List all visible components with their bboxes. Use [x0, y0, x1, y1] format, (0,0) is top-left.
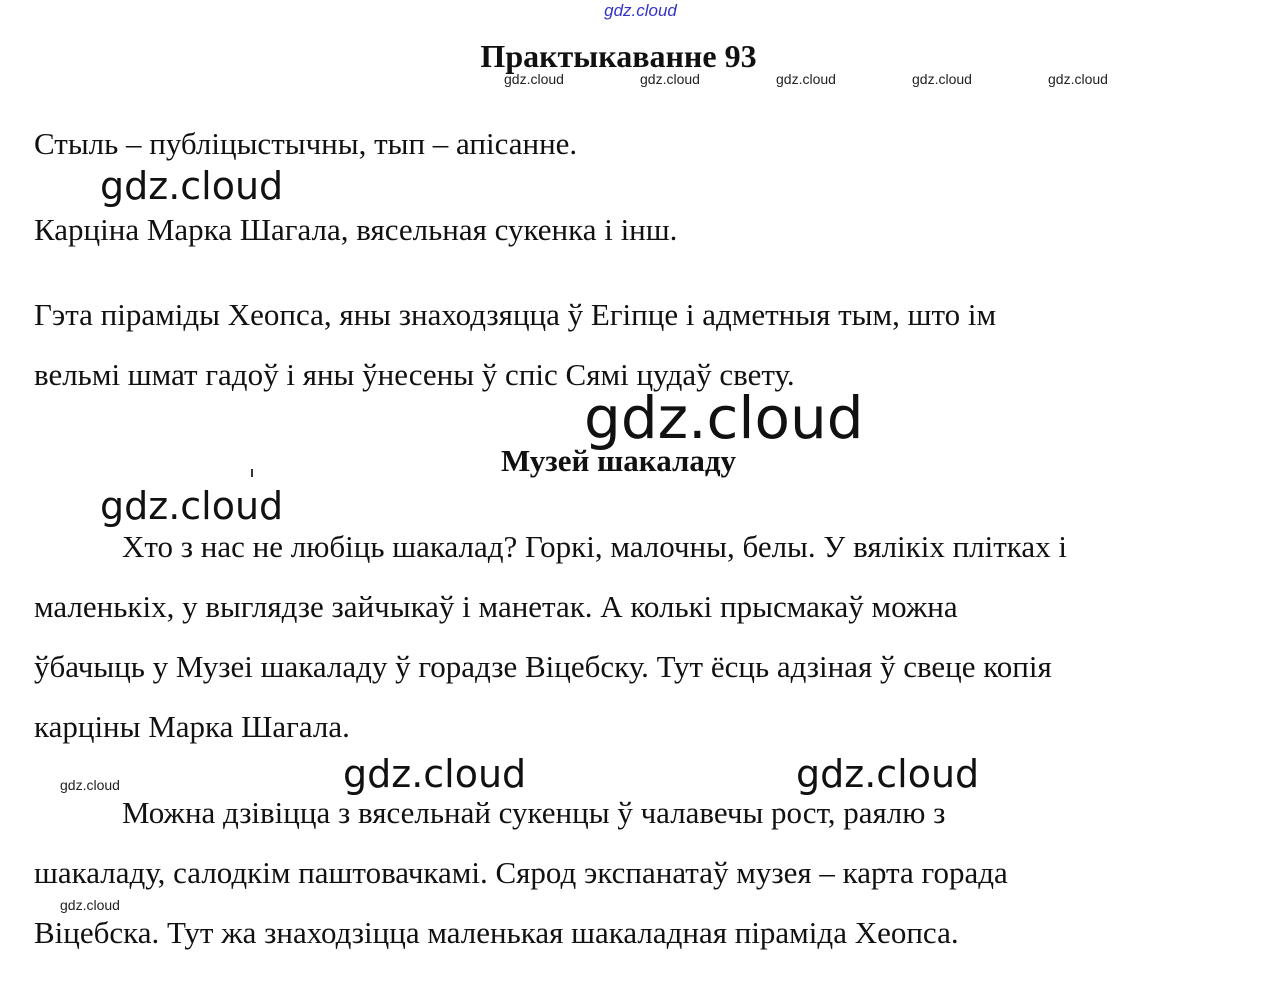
- paragraph-line: ўбачыць у Музеі шакаладу ў горадзе Віцебску. Тут ёсць адзіная ў свеце копія: [34, 649, 1052, 684]
- scan-mark: [251, 469, 253, 477]
- subjects-line: Карціна Марка Шагала, вясельная сукенка і інш.: [34, 212, 678, 247]
- watermark: gdz.cloud: [1048, 71, 1108, 87]
- watermark: gdz.cloud: [60, 777, 120, 793]
- pyramid-line: вельмі шмат гадоў і яны ўнесены ў спіс Сямі цудаў свету.: [34, 357, 795, 392]
- style-type-line: Стыль – публіцыстычны, тып – апісанне.: [34, 126, 578, 161]
- page-title: Практыкаванне 93: [480, 38, 757, 74]
- watermark: gdz.cloud: [343, 752, 527, 796]
- watermark: gdz.cloud: [776, 71, 836, 87]
- paragraph-line: шакаладу, салодкім паштовачкамі. Сярод экспанатаў музея – карта горада: [34, 855, 1008, 890]
- watermark: gdz.cloud: [100, 164, 284, 208]
- paragraph-line: карціны Марка Шагала.: [34, 709, 350, 744]
- watermark: gdz.cloud: [60, 897, 120, 913]
- watermark: gdz.cloud: [584, 384, 864, 452]
- watermark: gdz.cloud: [796, 752, 980, 796]
- essay-title: Музей шакаладу: [500, 443, 737, 478]
- paragraph-line: Можна дзівіцца з вясельнай сукенцы ў чалавечы рост, раялю з: [122, 795, 946, 830]
- watermark: gdz.cloud: [504, 71, 564, 87]
- watermark: gdz.cloud: [912, 71, 972, 87]
- site-link[interactable]: gdz.cloud: [604, 1, 677, 20]
- paragraph-line: маленькіх, у выглядзе зайчыкаў і манетак. А колькі прысмакаў можна: [34, 589, 958, 624]
- paragraph-line: Віцебска. Тут жа знаходзіцца маленькая шакаладная піраміда Хеопса.: [34, 915, 959, 950]
- paragraph-line: Хто з нас не любіць шакалад? Горкі, малочны, белы. У вялікіх плітках і: [122, 529, 1068, 564]
- watermark: gdz.cloud: [100, 484, 284, 528]
- watermark-row: [0, 70, 1281, 88]
- pyramid-line: Гэта піраміды Хеопса, яны знаходзяцца ў Егіпце і адметныя тым, што ім: [34, 297, 997, 332]
- watermark: gdz.cloud: [640, 71, 700, 87]
